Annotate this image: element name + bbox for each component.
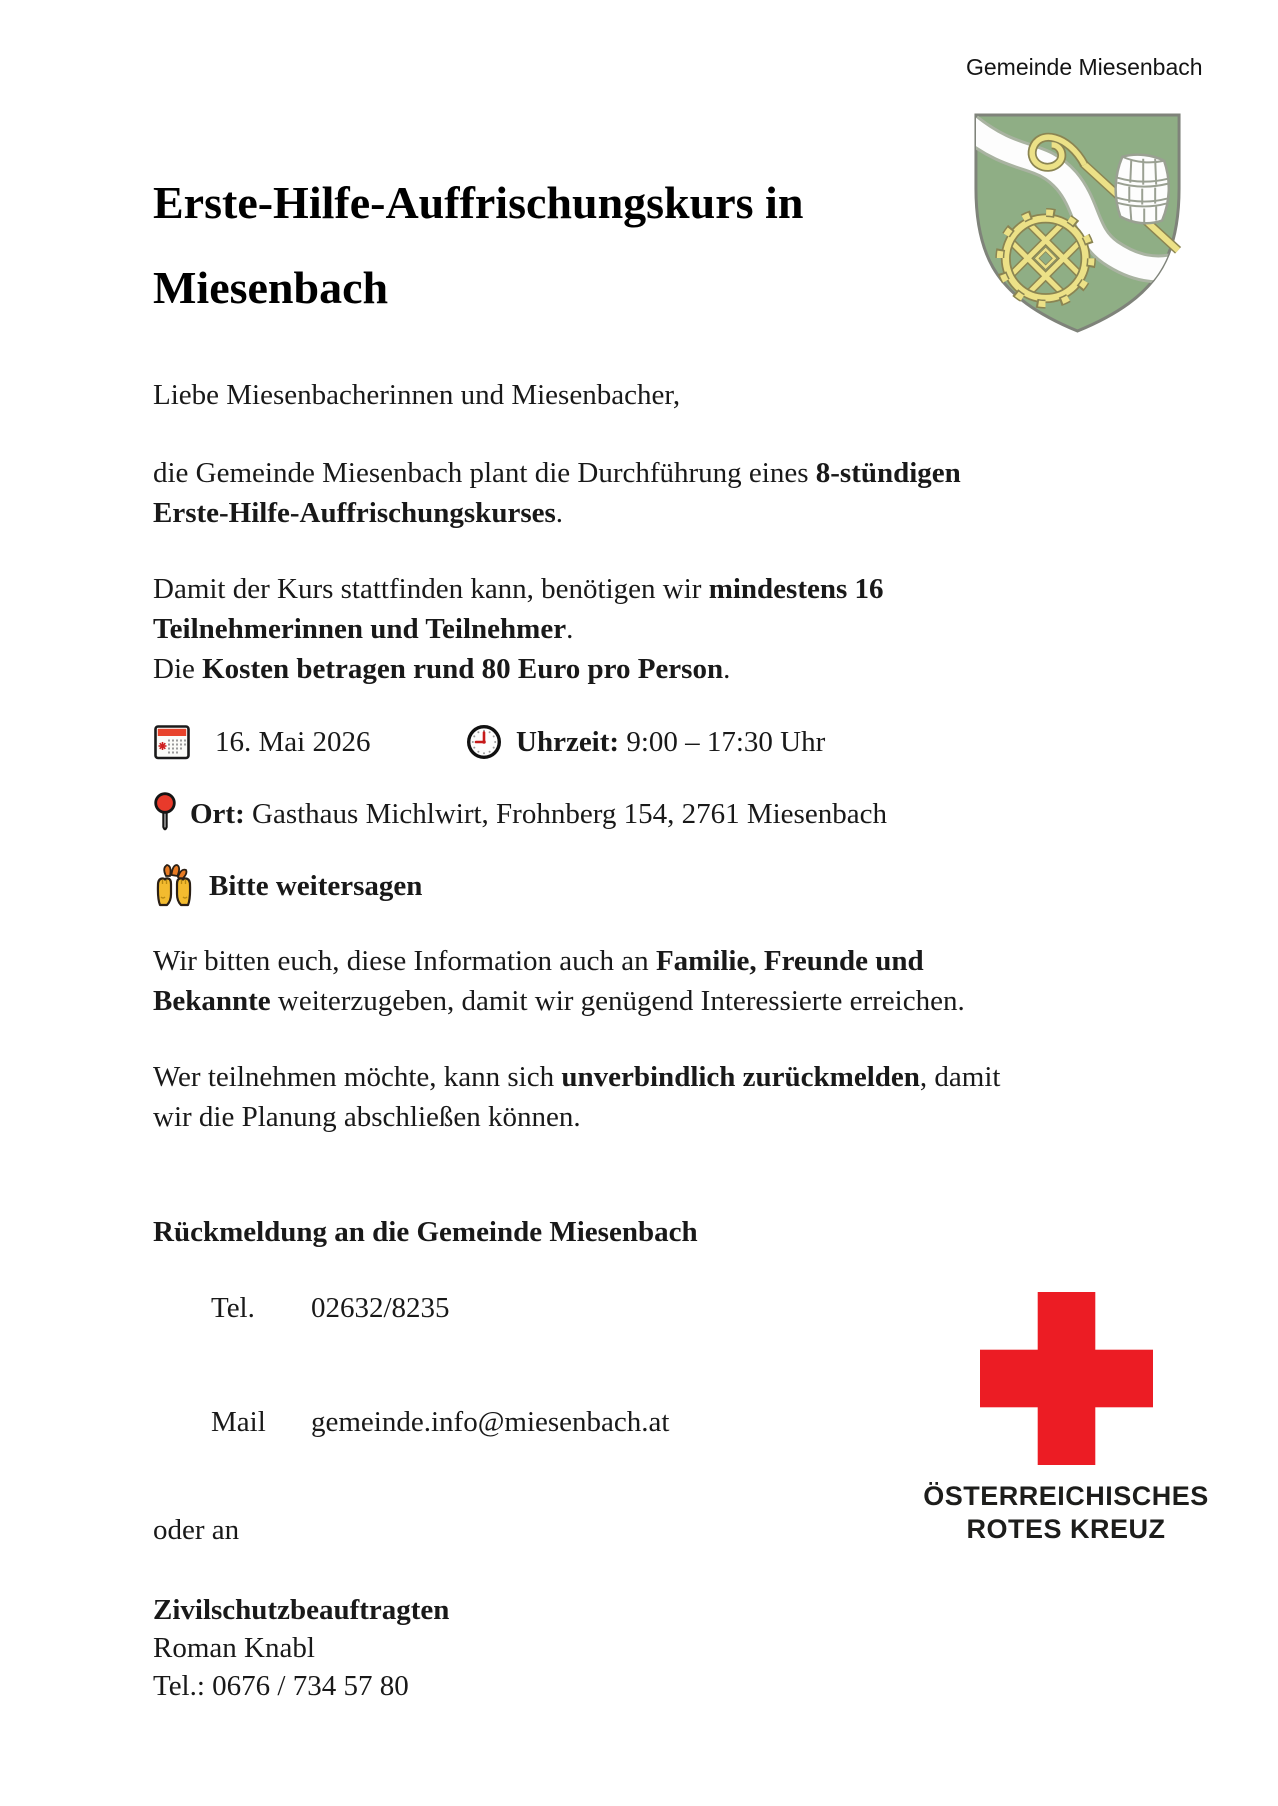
red-cross-icon: [980, 1292, 1153, 1465]
page-title-line1: Erste-Hilfe-Auffrischungskurs in: [153, 177, 804, 228]
calendar-icon: [153, 723, 191, 761]
time-value: 9:00 – 17:30 Uhr: [619, 726, 826, 758]
phone-value: 02632/8235: [311, 1292, 450, 1324]
phone-label: Tel.: [211, 1292, 255, 1324]
page-title-line2: Miesenbach: [153, 262, 389, 313]
mail-label: Mail: [211, 1406, 266, 1438]
location-row: [153, 791, 1053, 837]
clock-icon: [465, 723, 503, 761]
time-label: Uhrzeit:: [516, 726, 620, 758]
contact-person-name: Roman Knabl: [153, 1632, 315, 1664]
intro-paragraph: die Gemeinde Miesenbach plant die Durchführung eines 8-stündigen Erste-Hilfe-Auffrischungskurses.: [153, 457, 961, 529]
location-label: Ort:: [190, 798, 245, 830]
share-row: [153, 863, 1053, 909]
contact-heading: Rückmeldung an die Gemeinde Miesenbach: [153, 1216, 698, 1248]
red-cross-wordmark-line1: ÖSTERREICHISCHES: [923, 1481, 1209, 1511]
contact-person-phone: Tel.: 0676 / 734 57 80: [153, 1670, 409, 1702]
round-pushpin-icon: [153, 792, 177, 836]
mail-value: gemeinde.info@miesenbach.at: [311, 1406, 670, 1438]
date-segment: [153, 722, 465, 762]
municipality-label: Gemeinde Miesenbach: [966, 54, 1203, 80]
civil-protection-block: [153, 1591, 1053, 1705]
course-date: 16. Mai 2026: [215, 726, 371, 758]
greeting-paragraph: Liebe Miesenbacherinnen und Miesenbacher,: [153, 379, 681, 411]
austrian-red-cross-logo: [866, 1292, 1266, 1546]
connector-text: oder an: [153, 1514, 240, 1546]
red-cross-wordmark: [866, 1480, 1266, 1546]
requirement-paragraph: Damit der Kurs stattfinden kann, benötigen wir mindestens 16 Teilnehmerinnen und Teilnehmer. Die Kosten betragen rund 80 Euro pro Person.: [153, 573, 884, 685]
role-heading: Zivilschutzbeauftragten: [153, 1594, 450, 1626]
signup-paragraph: Wer teilnehmen möchte, kann sich unverbindlich zurückmelden, damit wir die Planung abschließen können.: [153, 1061, 1001, 1133]
red-cross-wordmark-line2: ROTES KREUZ: [966, 1514, 1166, 1544]
share-label: Bitte weitersagen: [209, 870, 423, 902]
raising-hands-icon: [153, 863, 195, 909]
date-time-row: [153, 719, 1053, 765]
appeal-paragraph: Wir bitten euch, diese Information auch an Familie, Freunde und Bekannte weiterzugeben, damit wir genügend Interessierte erreichen.: [153, 945, 965, 1017]
location-value: Gasthaus Michlwirt, Frohnberg 154, 2761 Miesenbach: [244, 798, 887, 830]
page-title: [153, 160, 1053, 330]
